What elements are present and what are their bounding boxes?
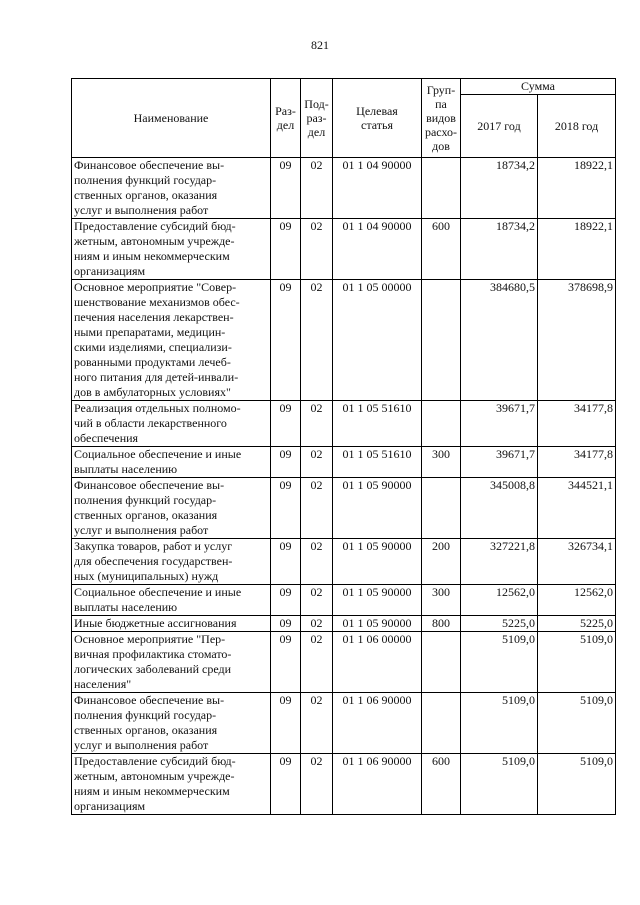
row-podrazdel: 02 (301, 219, 333, 280)
row-podrazdel: 02 (301, 616, 333, 632)
table-body (72, 158, 616, 815)
row-name: Предоставление субсидий бюд- жетным, автономным учрежде- ниям и иным некоммерческим организациям (72, 754, 271, 815)
row-podrazdel: 02 (301, 158, 333, 219)
row-sum-2018: 326734,1 (538, 539, 616, 585)
row-razdel: 09 (271, 754, 301, 815)
row-group: 200 (422, 539, 461, 585)
row-name: Реализация отдельных полномо- чий в области лекарственного обеспечения (72, 401, 271, 447)
row-target: 01 1 05 90000 (333, 539, 422, 585)
row-target: 01 1 05 51610 (333, 447, 422, 478)
row-sum-2017: 327221,8 (461, 539, 538, 585)
row-razdel: 09 (271, 280, 301, 401)
row-group: 600 (422, 754, 461, 815)
row-sum-2018: 344521,1 (538, 478, 616, 539)
row-target: 01 1 06 90000 (333, 693, 422, 754)
row-group: 300 (422, 585, 461, 616)
row-razdel: 09 (271, 158, 301, 219)
row-name: Основное мероприятие "Пер- вичная профилактика стомато- логических заболеваний среди населения" (72, 632, 271, 693)
header-2018: 2018 год (538, 95, 616, 158)
table-row (72, 478, 616, 539)
page-number: 821 (311, 38, 329, 52)
row-target: 01 1 05 51610 (333, 401, 422, 447)
row-podrazdel: 02 (301, 539, 333, 585)
row-group (422, 401, 461, 447)
row-sum-2017: 345008,8 (461, 478, 538, 539)
row-razdel: 09 (271, 401, 301, 447)
row-name: Финансовое обеспечение вы- полнения функций государ- ственных органов, оказания услуг и выполнения работ (72, 478, 271, 539)
row-sum-2017: 5109,0 (461, 754, 538, 815)
table-row (72, 219, 616, 280)
row-podrazdel: 02 (301, 585, 333, 616)
row-sum-2017: 5225,0 (461, 616, 538, 632)
table-row (72, 539, 616, 585)
row-sum-2018: 18922,1 (538, 219, 616, 280)
row-name: Социальное обеспечение и иные выплаты населению (72, 447, 271, 478)
row-group (422, 632, 461, 693)
table-row (72, 447, 616, 478)
budget-table (71, 78, 616, 815)
row-razdel: 09 (271, 219, 301, 280)
header-group: Груп- па видов расхо- дов (422, 79, 461, 158)
row-target: 01 1 04 90000 (333, 219, 422, 280)
row-podrazdel: 02 (301, 280, 333, 401)
row-podrazdel: 02 (301, 754, 333, 815)
row-name: Предоставление субсидий бюд- жетным, автономным учрежде- ниям и иным некоммерческим организациям (72, 219, 271, 280)
table-row (72, 158, 616, 219)
row-razdel: 09 (271, 693, 301, 754)
row-sum-2018: 5225,0 (538, 616, 616, 632)
row-group (422, 478, 461, 539)
table-row (72, 616, 616, 632)
row-podrazdel: 02 (301, 447, 333, 478)
row-group (422, 693, 461, 754)
row-podrazdel: 02 (301, 693, 333, 754)
row-razdel: 09 (271, 447, 301, 478)
row-sum-2018: 12562,0 (538, 585, 616, 616)
row-name: Социальное обеспечение и иные выплаты населению (72, 585, 271, 616)
row-sum-2018: 34177,8 (538, 447, 616, 478)
row-group: 300 (422, 447, 461, 478)
row-name: Закупка товаров, работ и услуг для обеспечения государствен- ных (муниципальных) нужд (72, 539, 271, 585)
row-target: 01 1 05 90000 (333, 585, 422, 616)
table-row (72, 585, 616, 616)
row-sum-2018: 5109,0 (538, 693, 616, 754)
row-sum-2018: 18922,1 (538, 158, 616, 219)
row-razdel: 09 (271, 478, 301, 539)
row-razdel: 09 (271, 539, 301, 585)
row-razdel: 09 (271, 616, 301, 632)
row-sum-2017: 39671,7 (461, 401, 538, 447)
row-group: 800 (422, 616, 461, 632)
row-group (422, 158, 461, 219)
row-razdel: 09 (271, 585, 301, 616)
table-row (72, 693, 616, 754)
row-podrazdel: 02 (301, 632, 333, 693)
row-podrazdel: 02 (301, 401, 333, 447)
table-row (72, 754, 616, 815)
row-sum-2018: 5109,0 (538, 754, 616, 815)
table-row (72, 401, 616, 447)
row-sum-2017: 18734,2 (461, 219, 538, 280)
row-target: 01 1 04 90000 (333, 158, 422, 219)
row-group: 600 (422, 219, 461, 280)
row-sum-2017: 384680,5 (461, 280, 538, 401)
row-sum-2017: 12562,0 (461, 585, 538, 616)
row-sum-2017: 5109,0 (461, 632, 538, 693)
table-header (72, 79, 616, 158)
row-name: Финансовое обеспечение вы- полнения функций государ- ственных органов, оказания услуг и выполнения работ (72, 693, 271, 754)
row-target: 01 1 05 90000 (333, 478, 422, 539)
header-name: Наименование (72, 79, 271, 158)
row-sum-2018: 378698,9 (538, 280, 616, 401)
row-target: 01 1 06 90000 (333, 754, 422, 815)
row-sum-2018: 34177,8 (538, 401, 616, 447)
header-target: Целевая статья (333, 79, 422, 158)
row-target: 01 1 05 00000 (333, 280, 422, 401)
row-sum-2017: 18734,2 (461, 158, 538, 219)
row-group (422, 280, 461, 401)
row-sum-2018: 5109,0 (538, 632, 616, 693)
row-target: 01 1 06 00000 (333, 632, 422, 693)
table-row (72, 632, 616, 693)
row-sum-2017: 5109,0 (461, 693, 538, 754)
row-podrazdel: 02 (301, 478, 333, 539)
row-name: Основное мероприятие "Совер- шенствование механизмов обес- печения населения лекарствен- ными препаратами, медицин- скими изделиями, специализи- рованными продуктами лечеб- ного питания для детей-инвали- дов в амбулаторных условиях" (72, 280, 271, 401)
row-razdel: 09 (271, 632, 301, 693)
header-2017: 2017 год (461, 95, 538, 158)
row-sum-2017: 39671,7 (461, 447, 538, 478)
header-sum: Сумма (461, 79, 616, 95)
row-target: 01 1 05 90000 (333, 616, 422, 632)
header-podrazdel: Под- раз- дел (301, 79, 333, 158)
row-name: Иные бюджетные ассигнования (72, 616, 271, 632)
header-razdel: Раз- дел (271, 79, 301, 158)
row-name: Финансовое обеспечение вы- полнения функций государ- ственных органов, оказания услуг и выполнения работ (72, 158, 271, 219)
table-row (72, 280, 616, 401)
